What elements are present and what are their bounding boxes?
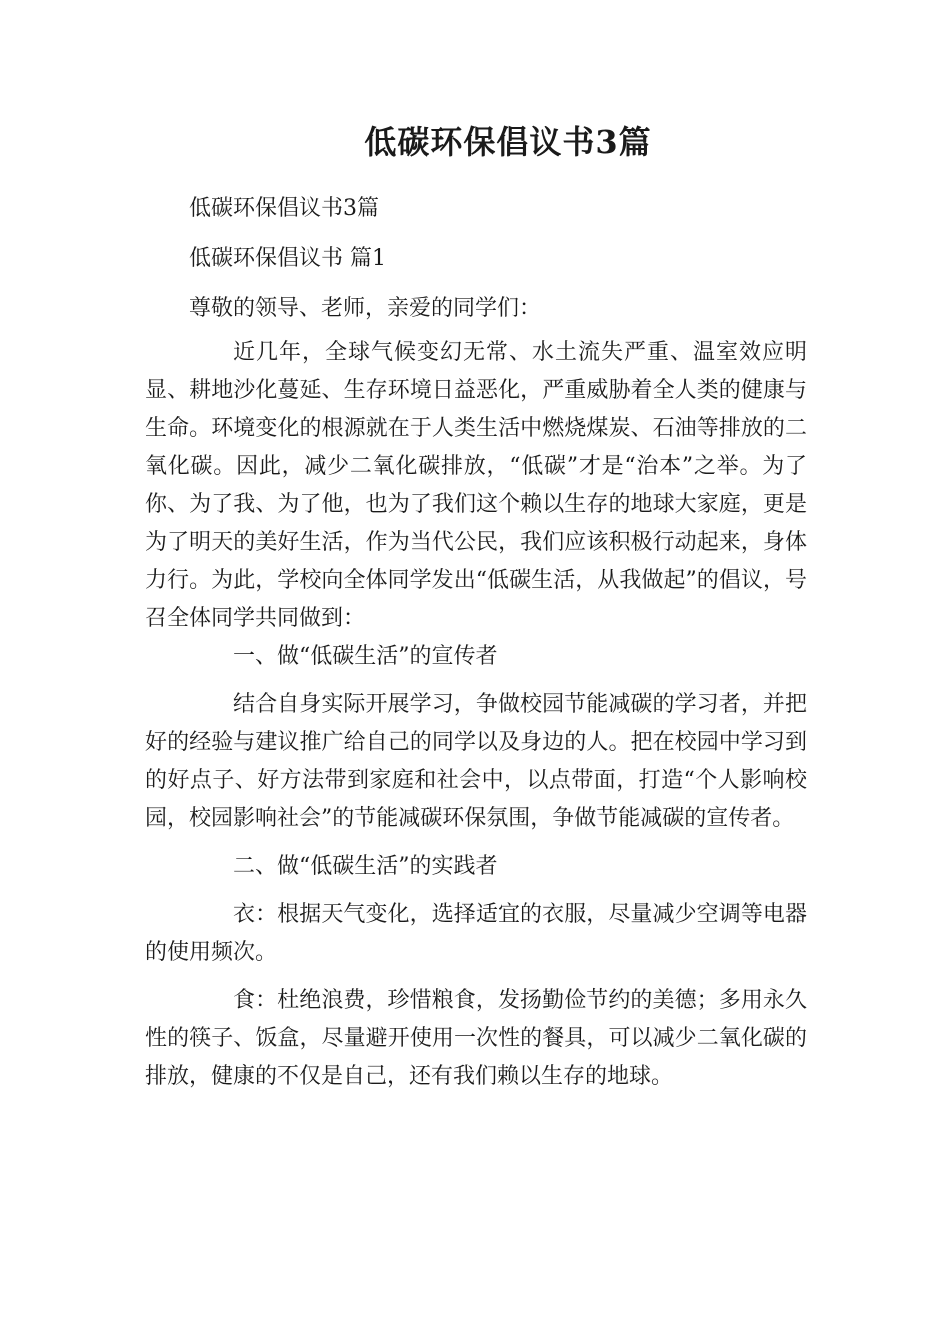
- section-label: 低碳环保倡议书 篇1: [189, 246, 386, 271]
- document-subtitle: 低碳环保倡议书3篇: [189, 196, 379, 221]
- heading-promoter: 一、做“低碳生活”的宣传者: [233, 644, 498, 669]
- paragraph-promoter: 结合自身实际开展学习，争做校园节能减碳的学习者，并把好的经验与建议推广给自己的同学以及身边的人。把在校园中学习到的好点子、好方法带到家庭和社会中，以点带面，打造“个人影响校园，校园影响社会”的节能减碳环保氛围，争做节能减碳的宣传者。: [145, 692, 807, 831]
- paragraph-food: 食：杜绝浪费，珍惜粮食，发扬勤俭节约的美德；多用永久性的筷子、饭盒，尽量避开使用一次性的餐具，可以减少二氧化碳的排放，健康的不仅是自己，还有我们赖以生存的地球。: [145, 988, 807, 1089]
- salutation: 尊敬的领导、老师，亲爱的同学们：: [189, 296, 542, 321]
- paragraph-clothing: 衣：根据天气变化，选择适宜的衣服，尽量减少空调等电器的使用频次。: [145, 902, 807, 965]
- paragraph-intro: 近几年，全球气候变幻无常、水土流失严重、温室效应明显、耕地沙化蔓延、生存环境日益恶化，严重威胁着全人类的健康与生命。环境变化的根源就在于人类生活中燃烧煤炭、石油等排放的二氧化碳。因此，减少二氧化碳排放，“低碳”才是“治本”之举。为了你、为了我、为了他，也为了我们这个赖以生存的地球大家庭，更是为了明天的美好生活，作为当代公民，我们应该积极行动起来，身体力行。为此，学校向全体同学发出“低碳生活，从我做起”的倡议，号召全体同学共同做到：: [145, 340, 807, 631]
- document-body: [145, 190, 807, 1096]
- document-title: 低碳环保倡议书3篇: [364, 123, 652, 161]
- heading-practitioner: 二、做“低碳生活”的实践者: [233, 854, 498, 879]
